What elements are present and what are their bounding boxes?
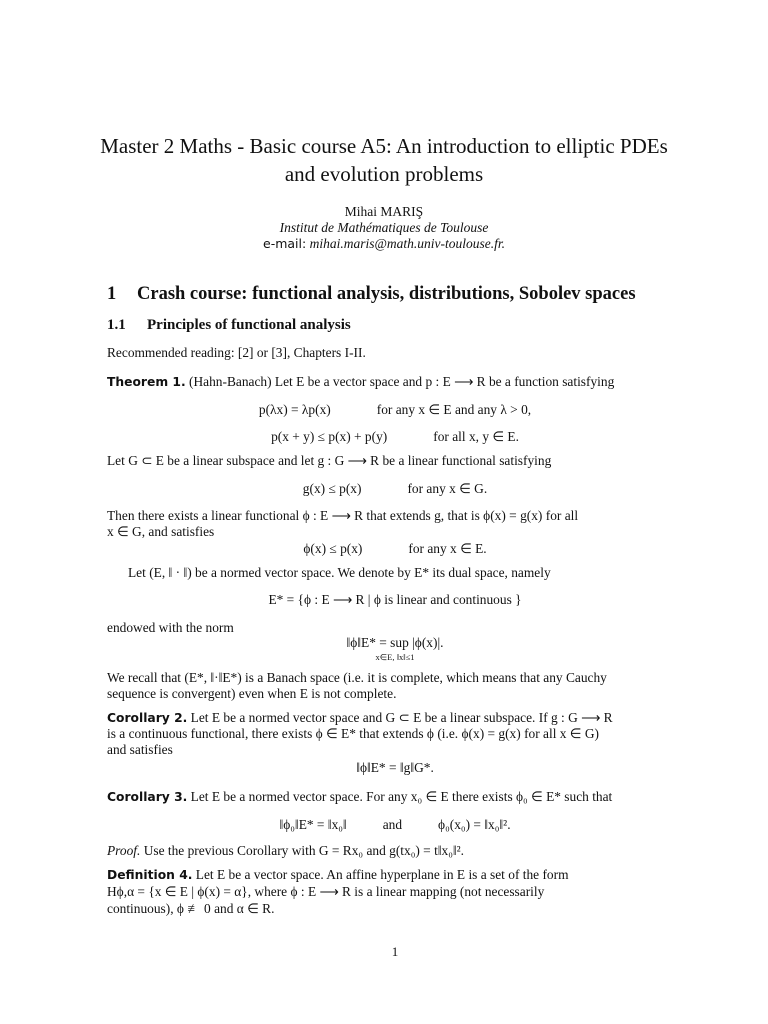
- author-block: [84, 204, 684, 252]
- theorem-1-label: Theorem 1.: [107, 375, 186, 389]
- definition-4-label: Definition 4.: [107, 868, 193, 882]
- equation-dual-norm-subscript: x∈E, ‖x‖≤1: [375, 652, 415, 662]
- corollary-3-line-1: [107, 788, 683, 806]
- definition-4-line-2: Hϕ,α = {x ∈ E | ϕ(x) = α}, where ϕ : E ⟶ R is a linear mapping (not necessarily: [107, 884, 545, 899]
- normed-space-line-1: Let (E, ‖ · ‖) be a normed vector space. We denote by E* its dual space, namely: [128, 565, 551, 580]
- eq-right: for any x ∈ G.: [407, 481, 488, 496]
- theorem-1-line-4: x ∈ G, and satisfies: [107, 524, 215, 539]
- definition-4-line-1: [107, 866, 683, 884]
- corollary-3-text: Let E be a normed vector space. For any x₀ ∈ E there exists ϕ₀ ∈ E* such that: [190, 789, 613, 804]
- eq-right: ϕ₀(x₀) = ‖x₀‖².: [438, 817, 511, 832]
- document-title: Master 2 Maths - Basic course A5: An introduction to elliptic PDEs and evolution problems: [100, 134, 668, 186]
- normed-space-line-3: We recall that (E*, ‖·‖E*) is a Banach space (i.e. it is complete, which means that any Cauchy: [107, 670, 607, 685]
- equation-homogeneity: [107, 401, 683, 418]
- corollary-2-line-3: and satisfies: [107, 742, 173, 757]
- proof-line: [107, 842, 683, 859]
- theorem-1-text: (Hahn-Banach) Let E be a vector space and p : E ⟶ R be a function satisfying: [189, 374, 615, 389]
- corollary-2-text: Let E be a normed vector space and G ⊂ E be a linear subspace. If g : G ⟶ R: [190, 710, 613, 725]
- theorem-1-line-3: Then there exists a linear functional ϕ : E ⟶ R that extends g, that is ϕ(x) = g(x) for all: [107, 508, 579, 523]
- eq-right: for any x ∈ E and any λ > 0,: [376, 402, 532, 417]
- recommended-reading: Recommended reading: [2] or [3], Chapters I-II.: [107, 345, 366, 360]
- page-number: 1: [391, 944, 399, 959]
- section-heading: [107, 284, 636, 305]
- theorem-1-line-2: Let G ⊂ E be a linear subspace and let g : G ⟶ R be a linear functional satisfying: [107, 453, 552, 468]
- subsection-heading: [107, 317, 351, 334]
- author-email: mihai.maris@math.univ-toulouse.fr.: [309, 236, 505, 251]
- author-email-line: [84, 236, 684, 252]
- author-institution: Institut de Mathématiques de Toulouse: [279, 220, 489, 235]
- equation-g-bound: [107, 480, 683, 497]
- subsection-title: Principles of functional analysis: [147, 317, 351, 333]
- eq-right: for any x ∈ E.: [408, 541, 487, 556]
- equation-dual-space: E* = {ϕ : E ⟶ R | ϕ is linear and continuous }: [268, 592, 522, 607]
- corollary-2-line-2: is a continuous functional, there exists ϕ ∈ E* that extends ϕ (i.e. ϕ(x) = g(x) for all x ∈ G): [107, 726, 599, 741]
- normed-space-line-4: sequence is convergent) even when E is not complete.: [107, 686, 397, 701]
- definition-4-text: Let E be a vector space. An affine hyperplane in E is a set of the form: [195, 867, 569, 882]
- equation-phi-bound: [107, 540, 683, 557]
- proof-label: Proof.: [107, 843, 141, 858]
- definition-4-line-3: continuous), ϕ ≢ 0 and α ∈ R.: [107, 901, 275, 916]
- corollary-3-label: Corollary 3.: [107, 790, 188, 804]
- equation-dual-norm: ‖ϕ‖E* = sup |ϕ(x)|.: [346, 635, 444, 650]
- subsection-number: 1.1: [107, 317, 126, 333]
- email-label: e-mail:: [263, 236, 307, 251]
- eq-right: for all x, y ∈ E.: [433, 429, 519, 444]
- author-name: Mihai MARIŞ: [344, 204, 424, 219]
- eq-mid: and: [382, 817, 403, 832]
- section-title: Crash course: functional analysis, distributions, Sobolev spaces: [137, 284, 636, 304]
- section-number: 1: [107, 284, 117, 304]
- eq-left: ϕ(x) ≤ p(x): [303, 541, 363, 556]
- eq-left: p(λx) = λp(x): [258, 402, 331, 417]
- normed-space-line-2: endowed with the norm: [107, 620, 234, 635]
- eq-left: ‖ϕ₀‖E* = ‖x₀‖: [279, 817, 347, 832]
- equation-subadditivity: [107, 428, 683, 445]
- eq-left: p(x + y) ≤ p(x) + p(y): [271, 429, 388, 444]
- equation-corollary-3: [107, 816, 683, 833]
- corollary-2-label: Corollary 2.: [107, 711, 188, 725]
- proof-text: Use the previous Corollary with G = Rx₀ and g(tx₀) = t‖x₀‖².: [143, 843, 465, 858]
- theorem-1-intro: [107, 373, 683, 391]
- eq-left: g(x) ≤ p(x): [302, 481, 362, 496]
- equation-norm-equality: ‖ϕ‖E* = ‖g‖G*.: [356, 760, 434, 775]
